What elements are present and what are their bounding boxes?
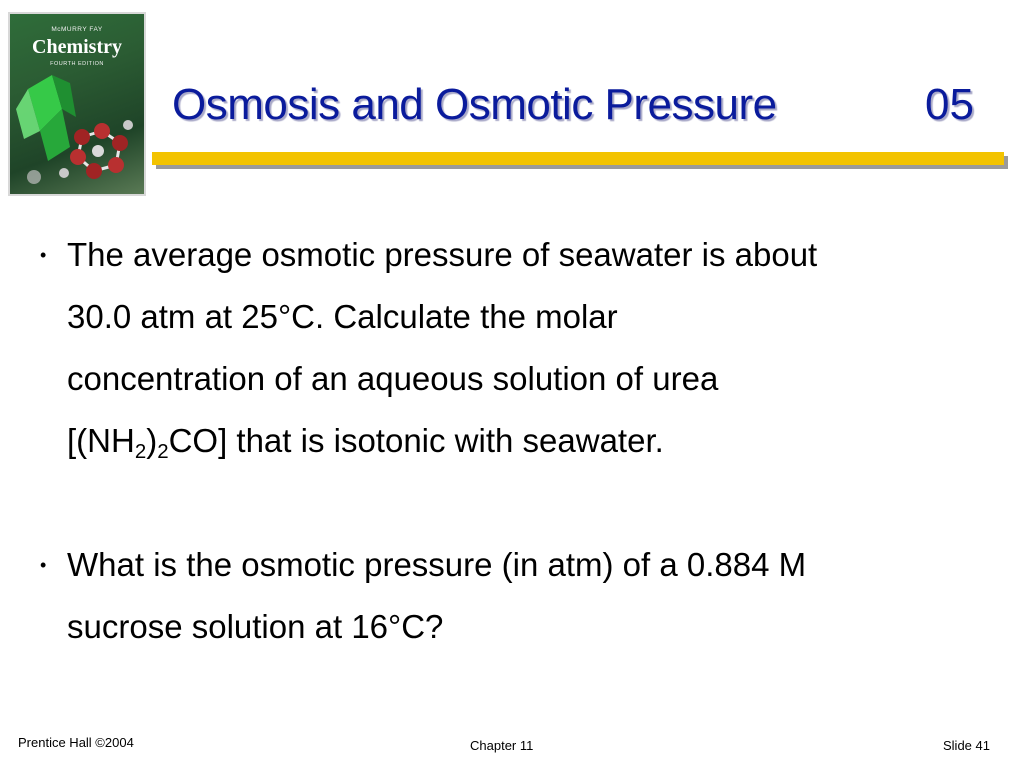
title-number: 05 (925, 80, 974, 129)
formula-close: CO] that is isotonic with seawater. (168, 422, 664, 459)
bullet-item-sucrose (40, 534, 990, 658)
bullet-line-formula (67, 410, 990, 472)
cover-edition: FOURTH EDITION (50, 61, 104, 67)
book-cover-image (10, 14, 144, 194)
formula-mid: ) (146, 422, 158, 459)
title-text: Osmosis and Osmotic Pressure (172, 80, 777, 129)
title-underline-rule (152, 152, 1004, 165)
formula-open: [(NH (67, 422, 135, 459)
cover-publisher: McMURRY FAY (51, 26, 103, 33)
footer-slide-number: Slide 41 (943, 738, 990, 753)
footer-publisher: Prentice Hall ©2004 (18, 735, 134, 750)
bullet-line: 30.0 atm at 25°C. Calculate the molar (67, 298, 618, 335)
cover-title: Chemistry (32, 36, 122, 58)
formula-subscript: 2 (134, 440, 147, 464)
bullet-dot-icon: • (40, 245, 47, 265)
footer-chapter: Chapter 11 (470, 738, 534, 753)
bullet-line: The average osmotic pressure of seawater is about (67, 236, 818, 273)
bullet-line: sucrose solution at 16°C? (67, 608, 444, 645)
formula-subscript: 2 (157, 440, 169, 464)
bullet-list (40, 224, 990, 658)
bullet-line: concentration of an aqueous solution of urea (67, 360, 719, 397)
molecule-crystal-icon (10, 69, 144, 194)
bullet-dot-icon: • (40, 555, 47, 575)
slide-title (172, 80, 982, 140)
bullet-line: What is the osmotic pressure (in atm) of a 0.884 M (67, 546, 807, 583)
bullet-item-seawater (40, 224, 990, 472)
